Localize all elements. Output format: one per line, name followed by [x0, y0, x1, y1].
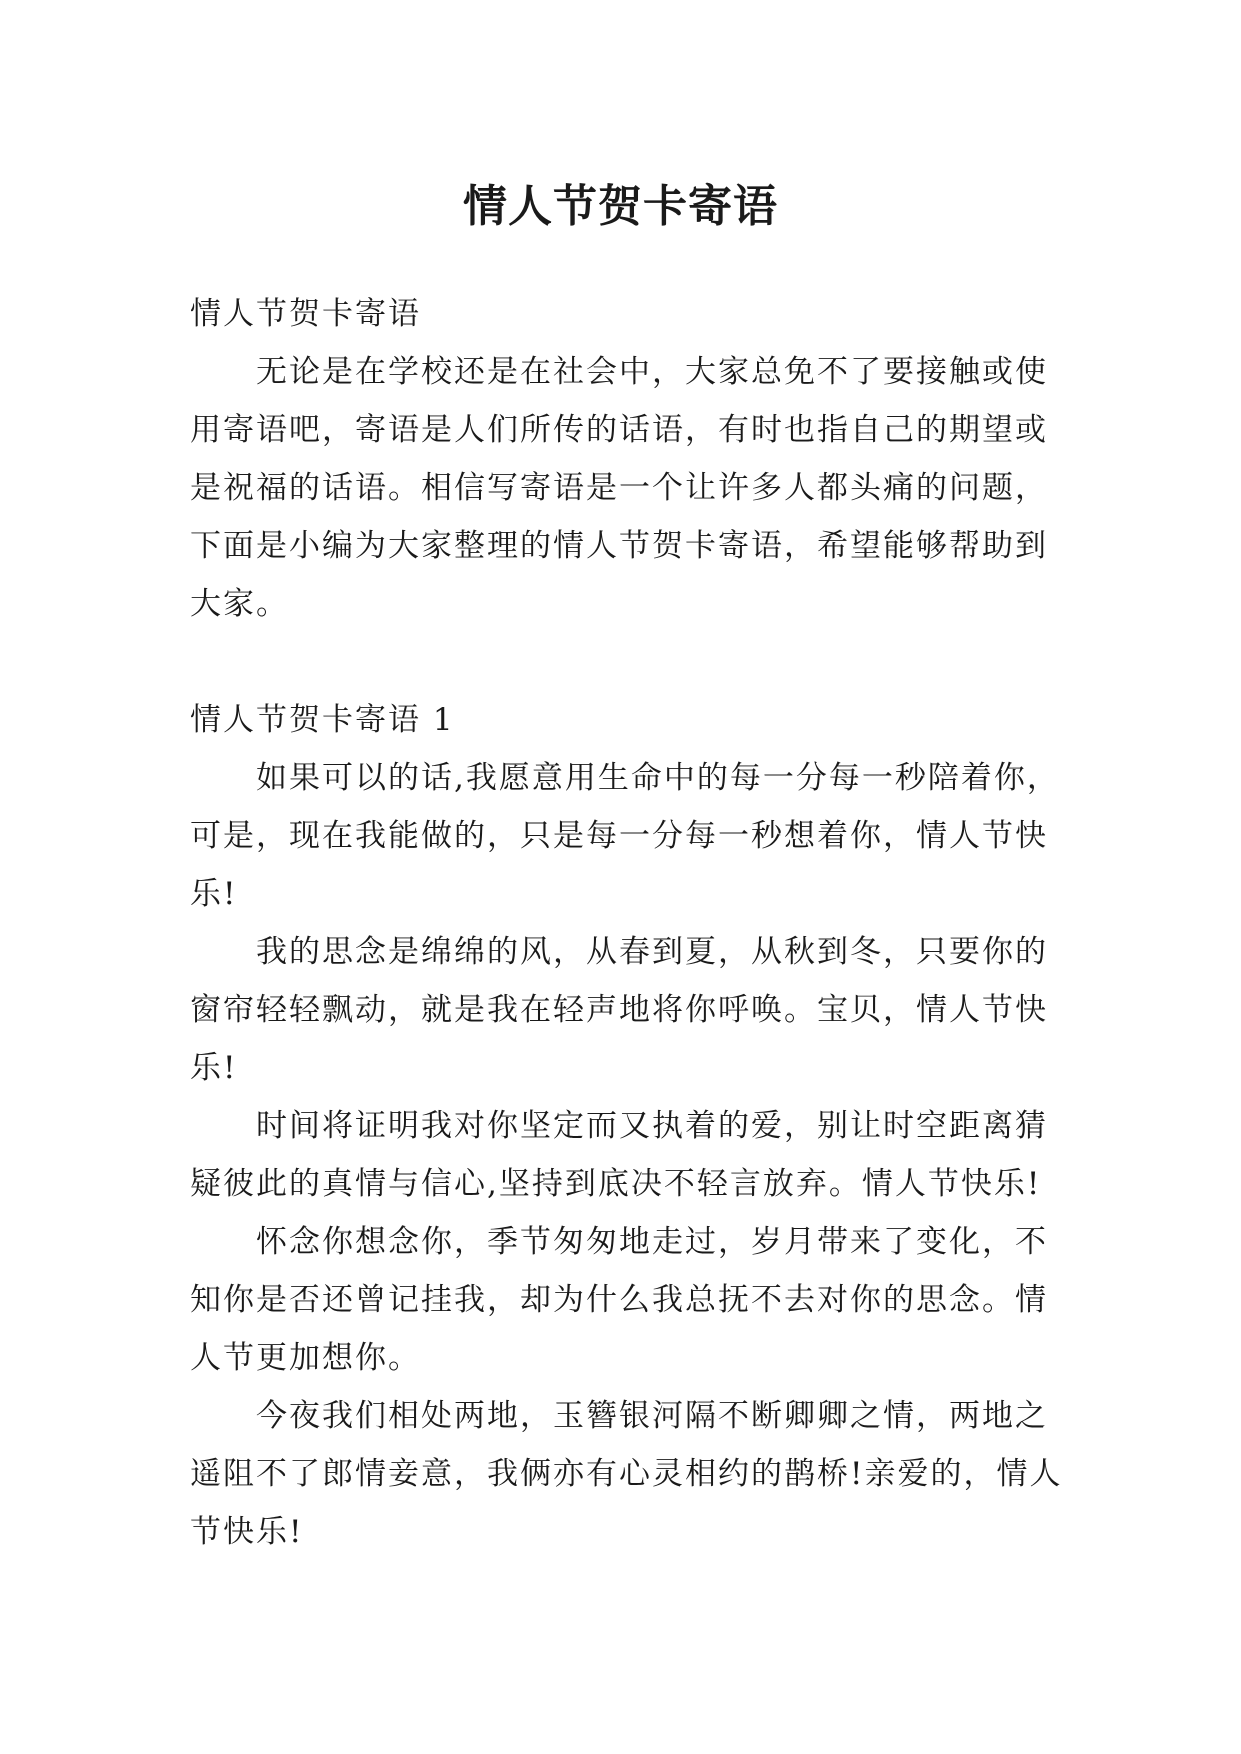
- document-title: 情人节贺卡寄语: [463, 181, 778, 233]
- section-spacer: [190, 633, 1070, 691]
- greeting-paragraph-2: 我的思念是绵绵的风，从春到夏，从秋到冬，只要你的窗帘轻轻飘动，就是我在轻声地将你呼唤。宝贝，情人节快乐!: [190, 934, 1048, 1086]
- greeting-paragraph-3: 时间将证明我对你坚定而又执着的爱，别让时空距离猜疑彼此的真情与信心,坚持到底决不轻言放弃。情人节快乐!: [190, 1108, 1048, 1202]
- section-1-heading: 情人节贺卡寄语 1: [190, 702, 455, 738]
- intro-heading: 情人节贺卡寄语: [190, 296, 421, 332]
- document-body: [190, 285, 1070, 1561]
- greeting-paragraph-5: 今夜我们相处两地，玉簪银河隔不断卿卿之情，两地之遥阻不了郎情妾意，我俩亦有心灵相约的鹊桥!亲爱的，情人节快乐!: [190, 1398, 1063, 1550]
- intro-paragraph: 无论是在学校还是在社会中，大家总免不了要接触或使用寄语吧，寄语是人们所传的话语，有时也指自己的期望或是祝福的话语。相信写寄语是一个让许多人都头痛的问题，下面是小编为大家整理的情人节贺卡寄语，希望能够帮助到大家。: [190, 354, 1048, 622]
- greeting-paragraph-4: 怀念你想念你，季节匆匆地走过，岁月带来了变化，不知你是否还曾记挂我，却为什么我总抚不去对你的思念。情人节更加想你。: [190, 1224, 1048, 1376]
- greeting-paragraph-1: 如果可以的话,我愿意用生命中的每一分每一秒陪着你，可是，现在我能做的，只是每一分每一秒想着你，情人节快乐!: [190, 760, 1060, 912]
